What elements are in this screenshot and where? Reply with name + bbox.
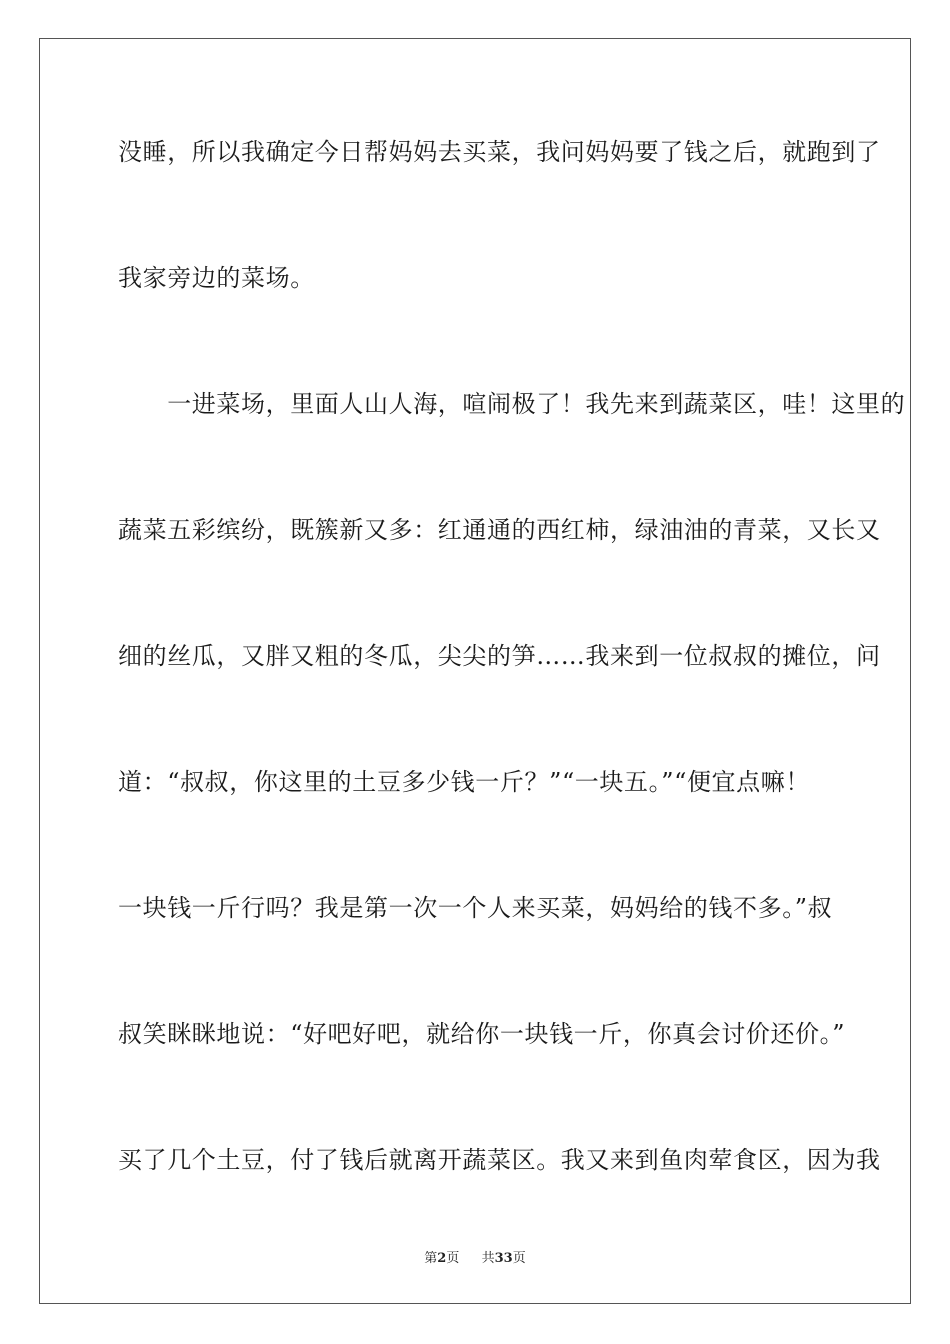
page-suffix: 页 xyxy=(446,1251,460,1266)
text-line: 我家旁边的菜场。 xyxy=(118,264,315,292)
total-suffix: 页 xyxy=(512,1251,526,1266)
current-page-number: 2 xyxy=(437,1251,447,1266)
total-prefix: 共 xyxy=(481,1251,495,1266)
text-line: 细的丝瓜，又胖又粗的冬瓜，尖尖的笋……我来到一位叔叔的摊位，问 xyxy=(118,642,881,670)
page-footer xyxy=(0,1247,950,1266)
text-line: 一进菜场，里面人山人海，喧闹极了！我先来到蔬菜区，哇！这里的 xyxy=(118,390,906,418)
text-line: 叔笑眯眯地说：“好吧好吧，就给你一块钱一斤，你真会讨价还价。” xyxy=(118,1020,846,1048)
text-line: 蔬菜五彩缤纷，既簇新又多：红通通的西红柿，绿油油的青菜，又长又 xyxy=(118,516,881,544)
text-line: 道：“叔叔，你这里的土豆多少钱一斤？”“一块五。”“便宜点嘛！ xyxy=(118,768,810,796)
page-prefix: 第 xyxy=(424,1251,438,1266)
text-line: 买了几个土豆，付了钱后就离开蔬菜区。我又来到鱼肉荤食区，因为我 xyxy=(118,1146,881,1174)
text-line: 没睡，所以我确定今日帮妈妈去买菜，我问妈妈要了钱之后，就跑到了 xyxy=(118,138,881,166)
text-line: 一块钱一斤行吗？我是第一次一个人来买菜，妈妈给的钱不多。”叔 xyxy=(118,894,833,922)
total-pages-number: 33 xyxy=(494,1251,513,1266)
document-body xyxy=(118,122,906,1256)
